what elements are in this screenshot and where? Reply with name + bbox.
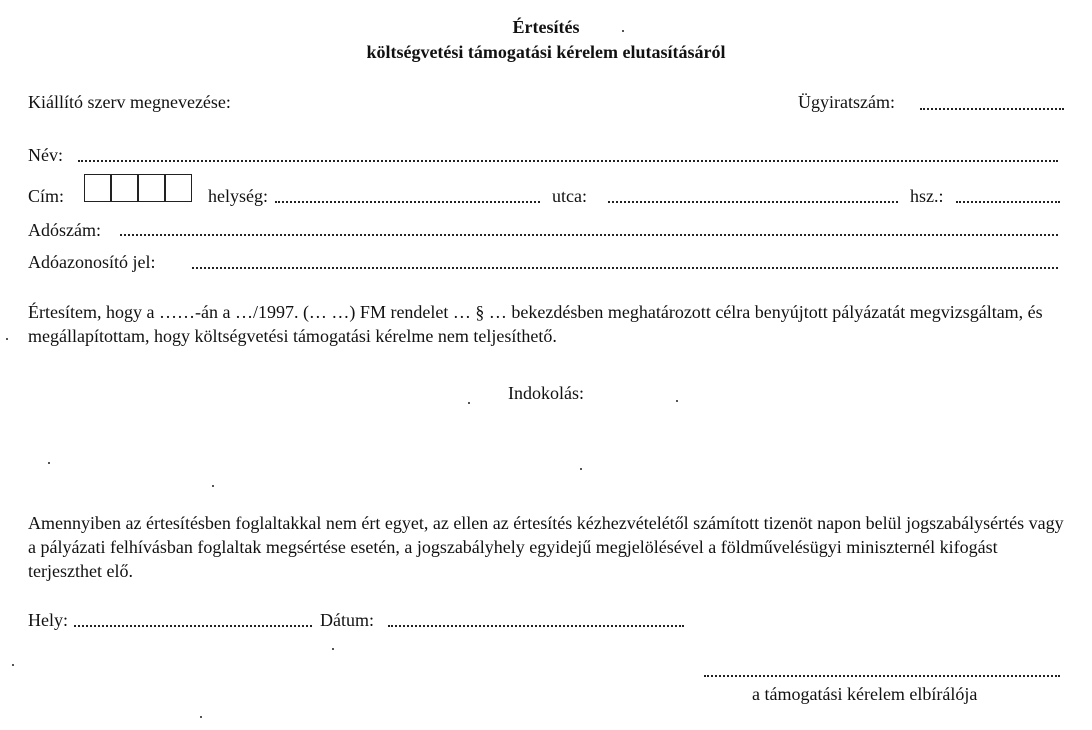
- notification-paragraph: Értesítem, hogy a ……-án a …/1997. (… …) FM rendelet … § … bekezdésben meghatározott célra benyújtott pályázatát megvizsgáltam, és megállapítottam, hogy költségvetési támogatási kérelme nem teljesíthető.: [28, 302, 1043, 346]
- tax-id-field[interactable]: [192, 267, 1058, 269]
- signature-line[interactable]: [704, 675, 1060, 677]
- form-subtitle: költségvetési támogatási kérelem elutasításáról: [366, 42, 726, 62]
- postal-code-box-1[interactable]: [84, 174, 111, 202]
- issuer-label: Kiállító szerv megnevezése:: [28, 92, 231, 112]
- name-field[interactable]: [78, 160, 1058, 162]
- house-number-label: hsz.:: [910, 186, 944, 206]
- name-label: Név:: [28, 145, 63, 165]
- date-label: Dátum:: [320, 610, 374, 630]
- case-number-field[interactable]: [920, 108, 1064, 110]
- signature-caption: a támogatási kérelem elbírálója: [752, 684, 978, 704]
- scan-speck: [332, 648, 334, 650]
- postal-code-box-2[interactable]: [111, 174, 138, 202]
- case-number-label: Ügyiratszám:: [798, 92, 895, 112]
- street-field[interactable]: [608, 201, 898, 203]
- form-title: Értesítés: [512, 17, 580, 37]
- house-number-field[interactable]: [956, 201, 1060, 203]
- scan-speck: [48, 462, 50, 464]
- scan-speck: [200, 716, 202, 718]
- postal-code-box-3[interactable]: [138, 174, 165, 202]
- appeal-paragraph: Amennyiben az értesítésben foglaltakkal nem ért egyet, az ellen az értesítés kézhezvételétől számított tizenöt napon belül jogszabálysértés vagy a pályázati felhívásban foglaltak megsértése esetén, a jogszabályhely egyidejű megjelölésével a földművelésügyi miniszternél kifogást terjeszthet elő.: [28, 513, 1064, 581]
- date-field[interactable]: [388, 625, 684, 627]
- scan-speck: [212, 485, 214, 487]
- scan-speck: [676, 400, 678, 402]
- scan-speck: [6, 338, 8, 340]
- postal-code-box-4[interactable]: [165, 174, 192, 202]
- tax-id-label: Adóazonosító jel:: [28, 252, 156, 272]
- scan-speck: [468, 402, 470, 404]
- locality-field[interactable]: [275, 201, 540, 203]
- scan-speck: [580, 468, 582, 470]
- street-label: utca:: [552, 186, 587, 206]
- place-field[interactable]: [74, 625, 312, 627]
- tax-number-field[interactable]: [120, 234, 1058, 236]
- justification-heading: Indokolás:: [508, 383, 584, 403]
- tax-number-label: Adószám:: [28, 220, 101, 240]
- locality-label: helység:: [208, 186, 268, 206]
- address-label: Cím:: [28, 186, 65, 206]
- scan-speck: [12, 664, 14, 666]
- scan-speck: [622, 30, 624, 32]
- place-label: Hely:: [28, 610, 68, 630]
